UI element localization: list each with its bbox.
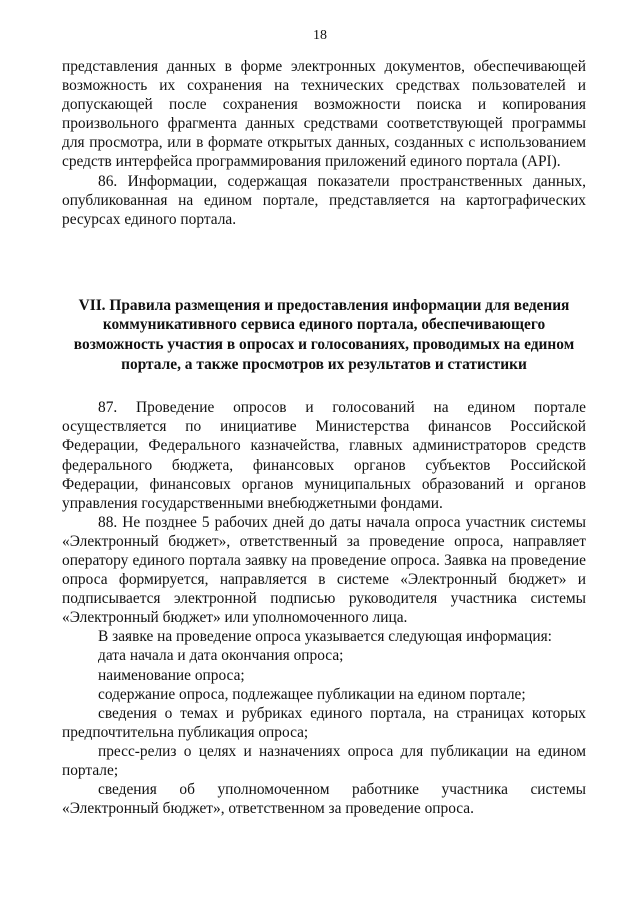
- paragraph-continuation: представления данных в форме электронных документов, обеспечивающей возможность их сохранения на технических средствах пользователей и допускающей после сохранения возможности поиска и копирования произвольного фрагмента данных средствами соответствующей программы для просмотра, или в формате открытых данных, созданных с использованием средств интерфейса программирования приложений единого портала (API).: [62, 58, 586, 171]
- paragraph-request-info: В заявке на проведение опроса указывается следующая информация:: [98, 628, 552, 646]
- page-number: 18: [313, 28, 327, 43]
- list-item: сведения об уполномоченном работнике участника системы «Электронный бюджет», ответственном за проведение опроса.: [62, 781, 586, 818]
- list-item: содержание опроса, подлежащее публикации на едином портале;: [98, 685, 526, 703]
- paragraph-86: 86. Информации, содержащая показатели пространственных данных, опубликованная на едином портале, представляется на картографических ресурсах единого портала.: [62, 172, 586, 228]
- list-item: наименование опроса;: [98, 666, 245, 684]
- list-item: дата начала и дата окончания опроса;: [98, 647, 344, 665]
- list-item: сведения о темах и рубриках единого портала, на страницах которых предпочтительна публикация опроса;: [62, 704, 586, 741]
- paragraph-87: 87. Проведение опросов и голосований на едином портале осуществляется по инициативе Министерства финансов Российской Федерации, Федерального казначейства, главных администраторов средств федерального бюджета, финансовых органов субъектов Российской Федерации, финансовых органов муниципальных образований и органов управления государственными внебюджетными фондами.: [62, 399, 586, 512]
- section-heading: VII. Правила размещения и предоставления информации для ведения коммуникативного сервиса единого портала, обеспечивающего возможность участия в опросах и голосованиях, проводимых на едином портале, а также просмотров их результатов и статистики: [73, 296, 575, 373]
- document-body: [62, 57, 586, 818]
- list-item: пресс-релиз о целях и назначениях опроса для публикации на едином портале;: [62, 742, 586, 779]
- paragraph-88: 88. Не позднее 5 рабочих дней до даты начала опроса участник системы «Электронный бюджет», ответственный за проведение опроса, направляет оператору единого портала заявку на проведение опроса. Заявка на проведение опроса формируется, направляется в системе «Электронный бюджет» и подписывается электронной подписью руководителя участника системы «Электронный бюджет» или уполномоченного лица.: [62, 513, 586, 627]
